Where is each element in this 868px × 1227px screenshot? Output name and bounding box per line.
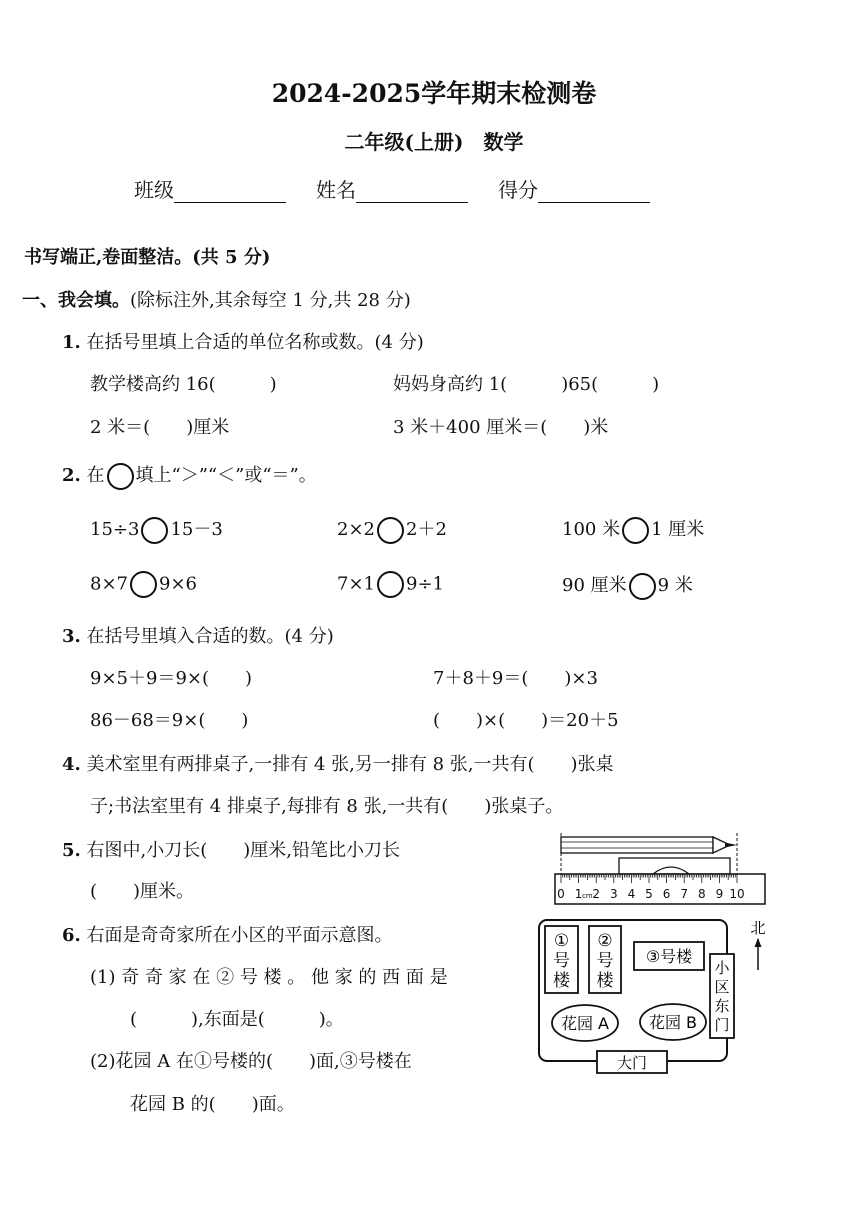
answer-circle[interactable] xyxy=(141,517,168,544)
score-label: 得分 xyxy=(498,178,538,202)
q6-part1-line1: (1) 奇 奇 家 在 ② 号 楼 。 他 家 的 西 面 是 xyxy=(90,967,448,988)
q2-prefix: 在 xyxy=(86,465,105,486)
score-blank[interactable] xyxy=(538,182,650,203)
q3-number: 3. xyxy=(62,626,81,647)
q3-item-b[interactable]: 7＋8＋9＝( )×3 xyxy=(433,668,598,689)
name-label: 姓名 xyxy=(316,178,356,202)
q6-part2-line2[interactable]: 花园 B 的( )面。 xyxy=(130,1094,295,1115)
q2-item-right: 9×6 xyxy=(159,573,197,595)
class-field[interactable] xyxy=(134,174,286,203)
q2-item-right: 9 米 xyxy=(657,575,693,596)
q1-item-c[interactable]: 2 米＝( )厘米 xyxy=(90,417,230,438)
answer-circle[interactable] xyxy=(629,573,656,600)
knife-icon xyxy=(619,858,730,874)
ruler-tick-label: 7 xyxy=(680,887,689,901)
east-gate-label: 门 xyxy=(714,1016,730,1034)
answer-circle[interactable] xyxy=(377,517,404,544)
ruler-tick-label: 8 xyxy=(697,887,706,901)
q3-item-a[interactable]: 9×5＋9＝9×( ) xyxy=(90,668,253,689)
east-gate-label: 东 xyxy=(714,997,730,1015)
ruler-tick-label: 4 xyxy=(627,887,636,901)
score-field[interactable] xyxy=(498,174,650,203)
exam-title: 2024-2025学年期末检测卷 xyxy=(271,79,597,108)
q6-part2-line1[interactable]: (2)花园 A 在①号楼的( )面,③号楼在 xyxy=(90,1051,412,1072)
ruler-tick-label: 2 xyxy=(592,887,601,901)
building-2-label: 号 xyxy=(596,951,614,971)
ruler-tick-label: 1 xyxy=(574,887,583,901)
section1-heading xyxy=(22,286,411,312)
building-2 xyxy=(589,926,621,993)
compare-circle-icon xyxy=(107,463,134,490)
q2-item-left: 15÷3 xyxy=(90,519,140,540)
main-gate xyxy=(597,1051,667,1073)
east-gate-label: 小 xyxy=(714,959,730,977)
q2-item-right: 9÷1 xyxy=(406,573,444,595)
q6-part1-line2[interactable]: ( ),东面是( )。 xyxy=(130,1009,344,1030)
q2-item xyxy=(337,515,447,544)
q4-line1 xyxy=(62,750,614,776)
community-map xyxy=(536,914,776,1080)
q1-number: 1. xyxy=(62,332,81,353)
q6-stem xyxy=(62,921,393,947)
class-blank[interactable] xyxy=(174,182,286,203)
answer-circle[interactable] xyxy=(377,571,404,598)
q3-item-d[interactable]: ( )×( )＝20＋5 xyxy=(433,710,619,731)
q2-item-right: 15－3 xyxy=(170,519,223,540)
name-blank[interactable] xyxy=(356,182,468,203)
q3-item-c[interactable]: 86－68＝9×( ) xyxy=(90,710,249,731)
ruler-icon xyxy=(555,874,765,904)
ruler-figure xyxy=(553,830,768,908)
q5-text-1[interactable]: 右图中,小刀长( )厘米,铅笔比小刀长 xyxy=(86,840,401,861)
building-1-label: ① xyxy=(553,931,570,951)
garden-b-label: 花园 B xyxy=(648,1013,698,1032)
ruler-tick-label: 10 xyxy=(729,887,745,901)
q2-item xyxy=(562,515,704,544)
garden-b xyxy=(640,1004,706,1040)
ruler-tick-label: 9 xyxy=(715,887,724,901)
north-arrow-icon xyxy=(750,919,765,970)
building-2-label: ② xyxy=(597,931,613,951)
q1-item-d[interactable]: 3 米＋400 厘米＝( )米 xyxy=(393,417,609,438)
north-label: 北 xyxy=(750,919,766,937)
q2-item xyxy=(337,571,444,598)
ruler-tick-label: 6 xyxy=(662,887,671,901)
ruler-tick-label: 0 xyxy=(557,887,565,901)
q2-item-left: 100 米 xyxy=(562,519,621,540)
q5-line2[interactable]: ( )厘米。 xyxy=(90,881,195,902)
q2-number: 2. xyxy=(62,465,81,486)
answer-circle[interactable] xyxy=(622,517,649,544)
building-2-label: 楼 xyxy=(596,971,614,991)
building-1 xyxy=(545,926,578,993)
exam-subtitle: 二年级(上册) 数学 xyxy=(344,130,524,154)
q2-item xyxy=(562,571,693,600)
garden-a-label: 花园 A xyxy=(560,1014,610,1033)
q2-item-left: 7×1 xyxy=(337,573,375,595)
q1-item-b[interactable]: 妈妈身高约 1( )65( ) xyxy=(393,374,660,395)
class-label: 班级 xyxy=(134,178,174,202)
q6-text: 右面是奇奇家所在小区的平面示意图。 xyxy=(86,925,393,946)
q2-item xyxy=(90,515,223,544)
q3-text: 在括号里填入合适的数。(4 分) xyxy=(86,626,334,647)
garden-a xyxy=(552,1005,618,1041)
building-3 xyxy=(634,942,704,970)
q2-item-left: 8×7 xyxy=(90,573,128,595)
q6-number: 6. xyxy=(62,925,81,946)
east-gate-label: 区 xyxy=(714,978,730,996)
q2-item-right: 1 厘米 xyxy=(651,519,705,540)
building-3-label: ③号楼 xyxy=(645,947,693,966)
q2-stem xyxy=(62,461,317,490)
section1-note: (除标注外,其余每空 1 分,共 28 分) xyxy=(130,290,411,311)
q2-suffix: 填上“＞”“＜”或“＝”。 xyxy=(135,465,317,486)
q4-text-1[interactable]: 美术室里有两排桌子,一排有 4 张,另一排有 8 张,一共有( )张桌 xyxy=(86,754,614,775)
q5-number: 5. xyxy=(62,840,81,861)
q4-line2[interactable]: 子;书法室里有 4 排桌子,每排有 8 张,一共有( )张桌子。 xyxy=(90,796,564,817)
q2-item-left: 2×2 xyxy=(337,519,375,540)
q2-item xyxy=(90,571,197,598)
neatness-note: 书写端正,卷面整洁。(共 5 分) xyxy=(24,247,271,268)
q1-stem xyxy=(62,328,424,354)
name-field[interactable] xyxy=(316,174,468,203)
section1-title: 一、我会填。 xyxy=(22,290,130,311)
answer-circle[interactable] xyxy=(130,571,157,598)
pencil-icon xyxy=(561,837,737,853)
q2-item-left: 90 厘米 xyxy=(562,575,627,596)
q4-number: 4. xyxy=(62,754,81,775)
q2-item-right: 2＋2 xyxy=(406,519,447,540)
east-gate xyxy=(710,954,734,1038)
q5-line1 xyxy=(62,836,400,862)
building-1-label: 楼 xyxy=(553,971,570,991)
q1-text: 在括号里填上合适的单位名称或数。(4 分) xyxy=(86,332,424,353)
ruler-tick-label: 5 xyxy=(645,887,653,901)
q1-item-a[interactable]: 教学楼高约 16( ) xyxy=(90,374,277,395)
ruler-tick-label: 3 xyxy=(609,887,618,901)
building-1-label: 号 xyxy=(553,951,570,971)
ruler-unit-label: cm xyxy=(582,892,593,900)
main-gate-label: 大门 xyxy=(616,1054,648,1072)
q3-stem xyxy=(62,622,334,648)
